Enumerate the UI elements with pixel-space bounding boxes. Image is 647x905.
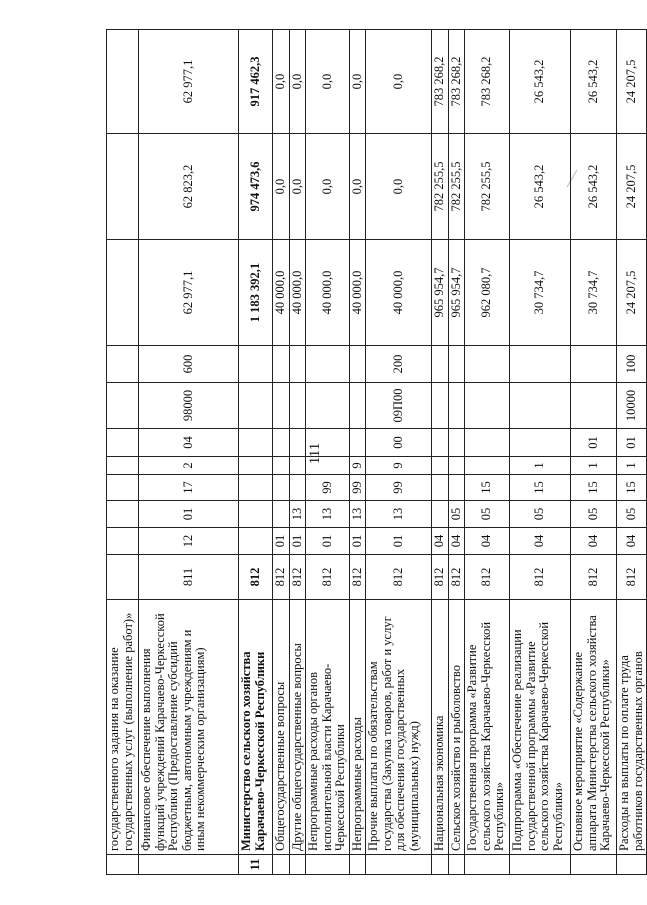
- cell-v2: 0,0: [349, 134, 366, 240]
- cell-cs3: 04: [139, 429, 239, 457]
- cell-v2: 782 255,5: [432, 134, 449, 240]
- cell-section: 04: [465, 528, 510, 555]
- budget-table-container: [106, 30, 645, 875]
- cell-name: Финансовое обеспечение выполнения функций учреждений Карачаево-Черкесской Республики (Предоставление субсидий бюджетным, автономным учреждениям и иным некоммерческим организациям): [139, 600, 239, 855]
- cell-vr: 100: [617, 346, 647, 383]
- cell-cs1: 99: [366, 475, 432, 501]
- table-row: [432, 30, 449, 875]
- cell-name: Непрограммные расходы органов исполнительной власти Карачаево-Черкесской Республики: [306, 600, 350, 855]
- cell-cs2: 1: [617, 457, 647, 475]
- cell-cs4: [571, 383, 617, 429]
- cell-subsection: 05: [448, 501, 465, 528]
- cell-cs2: 2: [139, 457, 239, 475]
- cell-cs2: 9: [366, 457, 432, 475]
- table-row: [617, 30, 647, 875]
- cell-num: [432, 855, 449, 875]
- cell-vr: [306, 346, 350, 383]
- cell-cs3: [239, 429, 273, 457]
- cell-vr: [239, 346, 273, 383]
- cell-v3: 783 268,2: [465, 30, 510, 134]
- cell-ministry: 812: [239, 555, 273, 600]
- cell-subsection: [273, 501, 290, 528]
- cell-v1: 30 734,7: [510, 240, 571, 346]
- cell-cs4: [448, 383, 465, 429]
- cell-vr: [448, 346, 465, 383]
- cell-v1: 40 000,0: [366, 240, 432, 346]
- cell-ministry: [107, 555, 139, 600]
- cell-section: 04: [510, 528, 571, 555]
- cell-vr: [349, 346, 366, 383]
- cell-name: Государственная программа «Развитие сельского хозяйства Карачаево-Черкесской Республики»: [465, 600, 510, 855]
- cell-v2: [107, 134, 139, 240]
- cell-cs2: [448, 457, 465, 475]
- page-number: 111: [307, 442, 324, 465]
- cell-cs4: 10000: [617, 383, 647, 429]
- cell-ministry: 812: [306, 555, 350, 600]
- cell-v1: 965 954,7: [448, 240, 465, 346]
- cell-cs4: [465, 383, 510, 429]
- cell-num: [139, 855, 239, 875]
- cell-cs3: [349, 429, 366, 457]
- cell-ministry: 812: [273, 555, 290, 600]
- cell-cs3: 00: [366, 429, 432, 457]
- cell-cs1: 17: [139, 475, 239, 501]
- cell-v3: [107, 30, 139, 134]
- cell-num: 11: [239, 855, 273, 875]
- cell-v2: 24 207,5: [617, 134, 647, 240]
- cell-cs2: [306, 457, 350, 475]
- cell-num: [571, 855, 617, 875]
- cell-cs3: [465, 429, 510, 457]
- cell-v3: 783 268,2: [448, 30, 465, 134]
- cell-v3: 26 543,2: [571, 30, 617, 134]
- table-row: [448, 30, 465, 875]
- cell-subsection: 13: [349, 501, 366, 528]
- cell-cs1: [107, 475, 139, 501]
- cell-num: [349, 855, 366, 875]
- cell-section: 04: [448, 528, 465, 555]
- cell-v3: 0,0: [273, 30, 290, 134]
- cell-v3: 917 462,3: [239, 30, 273, 134]
- cell-v2: 26 543,2: [510, 134, 571, 240]
- cell-num: [107, 855, 139, 875]
- cell-ministry: 812: [465, 555, 510, 600]
- cell-v3: 62 977,1: [139, 30, 239, 134]
- cell-section: 01: [289, 528, 306, 555]
- cell-num: [289, 855, 306, 875]
- cell-subsection: [239, 501, 273, 528]
- cell-vr: [107, 346, 139, 383]
- cell-v2: 0,0: [289, 134, 306, 240]
- cell-v1: 965 954,7: [432, 240, 449, 346]
- table-row: [571, 30, 617, 875]
- cell-vr: [289, 346, 306, 383]
- cell-name: государственного задания на оказание государственных услуг (выполнение работ)»: [107, 600, 139, 855]
- cell-v1: 40 000,0: [289, 240, 306, 346]
- cell-vr: [571, 346, 617, 383]
- cell-num: [366, 855, 432, 875]
- cell-subsection: 05: [510, 501, 571, 528]
- cell-vr: [432, 346, 449, 383]
- cell-subsection: 05: [617, 501, 647, 528]
- cell-vr: [465, 346, 510, 383]
- cell-cs4: 09П00: [366, 383, 432, 429]
- cell-cs1: 15: [510, 475, 571, 501]
- cell-vr: [273, 346, 290, 383]
- cell-cs4: [273, 383, 290, 429]
- cell-cs3: [510, 429, 571, 457]
- cell-cs1: [273, 475, 290, 501]
- table-row: [366, 30, 432, 875]
- cell-cs2: [107, 457, 139, 475]
- cell-ministry: 811: [139, 555, 239, 600]
- cell-subsection: 05: [465, 501, 510, 528]
- cell-cs3: [273, 429, 290, 457]
- cell-subsection: 01: [139, 501, 239, 528]
- cell-name: Прочие выплаты по обязательствам государства (Закупка товаров, работ и услуг для обеспечения государственных (муниципальных) нужд): [366, 600, 432, 855]
- cell-cs4: [432, 383, 449, 429]
- cell-name: Непрограммные расходы: [349, 600, 366, 855]
- cell-vr: [510, 346, 571, 383]
- table-row: [107, 30, 139, 875]
- table-row: [289, 30, 306, 875]
- cell-cs1: 15: [617, 475, 647, 501]
- cell-num: [306, 855, 350, 875]
- cell-name: Общегосударственные вопросы: [273, 600, 290, 855]
- cell-cs3: [107, 429, 139, 457]
- table-row: [273, 30, 290, 875]
- table-row: [510, 30, 571, 875]
- cell-cs3: [306, 429, 350, 457]
- cell-cs2: 1: [571, 457, 617, 475]
- cell-cs2: [273, 457, 290, 475]
- cell-num: [465, 855, 510, 875]
- cell-section: 01: [349, 528, 366, 555]
- cell-cs1: 15: [571, 475, 617, 501]
- cell-section: [239, 528, 273, 555]
- cell-v1: 62 977,1: [139, 240, 239, 346]
- cell-name: Подпрограмма «Обеспечение реализации государственной программы «Развитие сельского хозяйства Карачаево-Черкесской Республики»: [510, 600, 571, 855]
- cell-name: Расходы на выплаты по оплате труда работников государственных органов: [617, 600, 647, 855]
- cell-v3: 0,0: [349, 30, 366, 134]
- cell-cs2: [289, 457, 306, 475]
- cell-subsection: 13: [306, 501, 350, 528]
- cell-section: 01: [306, 528, 350, 555]
- cell-cs4: 98000: [139, 383, 239, 429]
- cell-v3: 0,0: [289, 30, 306, 134]
- cell-cs4: [107, 383, 139, 429]
- table-row: [239, 30, 273, 875]
- cell-ministry: 812: [571, 555, 617, 600]
- cell-vr: 200: [366, 346, 432, 383]
- cell-name: Другие общегосударственные вопросы: [289, 600, 306, 855]
- cell-ministry: 812: [617, 555, 647, 600]
- cell-cs1: 99: [349, 475, 366, 501]
- cell-name: Министерство сельского хозяйства Карачаево-Черкесской Республики: [239, 600, 273, 855]
- cell-subsection: [432, 501, 449, 528]
- cell-cs4: [306, 383, 350, 429]
- cell-cs1: [239, 475, 273, 501]
- cell-cs4: [239, 383, 273, 429]
- cell-v1: 40 000,0: [349, 240, 366, 346]
- cell-cs3: 01: [571, 429, 617, 457]
- cell-section: 04: [571, 528, 617, 555]
- cell-ministry: 812: [349, 555, 366, 600]
- table-row: [139, 30, 239, 875]
- cell-ministry: 812: [289, 555, 306, 600]
- cell-vr: 600: [139, 346, 239, 383]
- cell-subsection: [107, 501, 139, 528]
- cell-section: [107, 528, 139, 555]
- cell-subsection: 13: [366, 501, 432, 528]
- table-row: [465, 30, 510, 875]
- cell-num: [510, 855, 571, 875]
- cell-cs3: [448, 429, 465, 457]
- cell-v3: 26 543,2: [510, 30, 571, 134]
- cell-name: Основное мероприятие «Содержание аппарата Министерства сельского хозяйства Карачаево-Черкесской Республики»: [571, 600, 617, 855]
- cell-cs1: 15: [465, 475, 510, 501]
- cell-subsection: 05: [571, 501, 617, 528]
- cell-v2: 782 255,5: [465, 134, 510, 240]
- cell-cs2: [239, 457, 273, 475]
- cell-cs2: 9: [349, 457, 366, 475]
- cell-v1: 24 207,5: [617, 240, 647, 346]
- cell-ministry: 812: [366, 555, 432, 600]
- table-row: [349, 30, 366, 875]
- cell-cs1: [289, 475, 306, 501]
- cell-cs2: [465, 457, 510, 475]
- cell-v3: 783 268,2: [432, 30, 449, 134]
- cell-cs2: [432, 457, 449, 475]
- cell-section: 04: [617, 528, 647, 555]
- cell-section: 01: [273, 528, 290, 555]
- cell-num: [617, 855, 647, 875]
- cell-v1: [107, 240, 139, 346]
- cell-cs1: [448, 475, 465, 501]
- cell-num: [273, 855, 290, 875]
- cell-cs2: 1: [510, 457, 571, 475]
- cell-v2: 0,0: [306, 134, 350, 240]
- table-row: [306, 30, 350, 875]
- cell-subsection: 13: [289, 501, 306, 528]
- cell-name: Национальная экономика: [432, 600, 449, 855]
- cell-cs3: [289, 429, 306, 457]
- cell-ministry: 812: [448, 555, 465, 600]
- cell-ministry: 812: [510, 555, 571, 600]
- cell-v1: 30 734,7: [571, 240, 617, 346]
- cell-v1: 962 080,7: [465, 240, 510, 346]
- cell-cs1: 99: [306, 475, 350, 501]
- cell-cs3: 01: [617, 429, 647, 457]
- cell-name: Сельское хозяйство и рыболовство: [448, 600, 465, 855]
- cell-num: [448, 855, 465, 875]
- budget-table: [106, 29, 647, 875]
- cell-ministry: 812: [432, 555, 449, 600]
- cell-v1: 1 183 392,1: [239, 240, 273, 346]
- cell-cs4: [349, 383, 366, 429]
- cell-section: 12: [139, 528, 239, 555]
- cell-v2: 0,0: [273, 134, 290, 240]
- cell-v2: 26 543,2: [571, 134, 617, 240]
- cell-v2: 62 823,2: [139, 134, 239, 240]
- cell-v3: 24 207,5: [617, 30, 647, 134]
- cell-v1: 40 000,0: [273, 240, 290, 346]
- cell-cs1: [432, 475, 449, 501]
- cell-v2: 782 255,5: [448, 134, 465, 240]
- cell-section: 01: [366, 528, 432, 555]
- cell-cs4: [510, 383, 571, 429]
- cell-v2: 974 473,6: [239, 134, 273, 240]
- cell-v3: 0,0: [306, 30, 350, 134]
- cell-cs3: [432, 429, 449, 457]
- cell-cs4: [289, 383, 306, 429]
- cell-section: 04: [432, 528, 449, 555]
- cell-v2: 0,0: [366, 134, 432, 240]
- cell-v3: 0,0: [366, 30, 432, 134]
- cell-v1: 40 000,0: [306, 240, 350, 346]
